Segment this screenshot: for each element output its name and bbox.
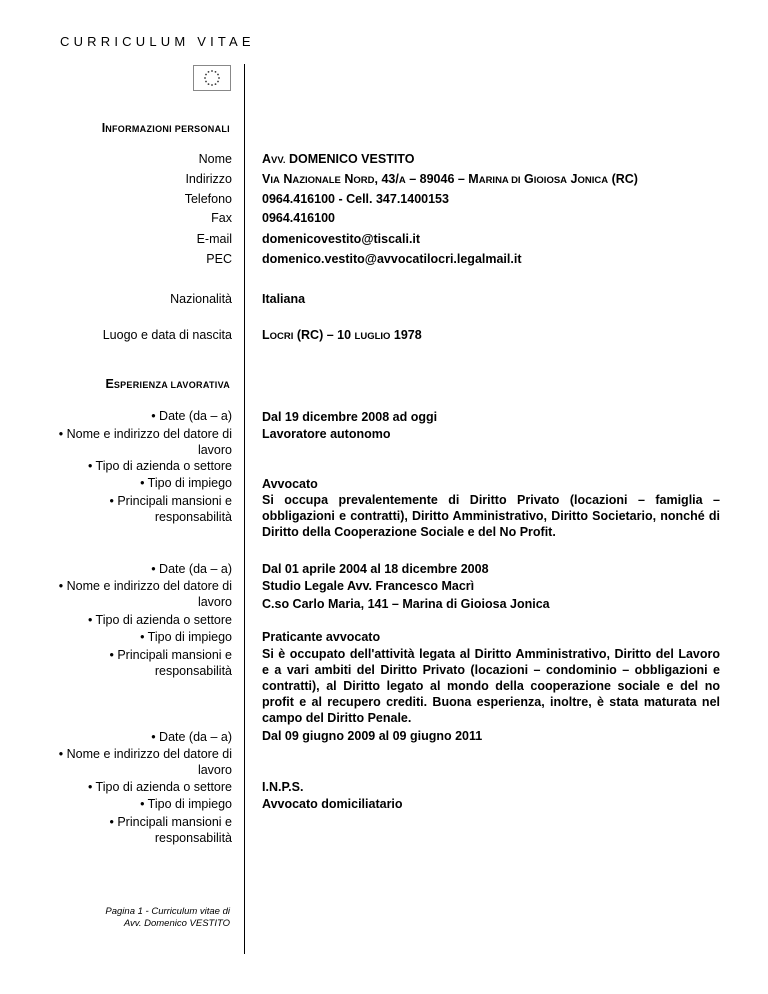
label-employer: • Nome e indirizzo del datore di [58,427,232,441]
label-employer-cont: lavoro [197,443,232,457]
exp3-sector: I.N.P.S. [262,780,304,794]
exp2-employer-address: C.so Carlo Maria, 141 – Marina di Gioiosa Jonica [262,597,550,611]
value-nazionalita: Italiana [262,292,306,306]
document-title: CURRICULUM VITAE [60,34,255,49]
exp2-duties: Si è occupato dell'attività legata al Diritto Amministrativo, Diritto del Lavoro e a vari ambiti del Diritto Privato (locazioni – condominio – obbligazioni e contratti), al Diritto legato al mondo della cooperazione sociale e del no profit e al recupero crediti. Buona esperienza, inoltre, è stata maturata nel campo del Diritto Penale. [262,647,720,725]
label-employer-cont: lavoro [197,595,232,609]
label-employer-cont: lavoro [197,763,232,777]
footer-line-1: Pagina 1 - Curriculum vitae di [105,906,230,917]
section-title-personal: INFORMAZIONI PERSONALI [101,121,230,135]
exp1-dates: Dal 19 dicembre 2008 ad oggi [262,410,438,424]
page-footer [0,906,230,930]
value-indirizzo: VIA NAZIONALE NORD, 43/A – 89046 – MARINA DI GIOIOSA JONICA (RC) [262,172,638,186]
label-sector: • Tipo di azienda o settore [87,780,232,794]
exp3-job: Avvocato domiciliatario [262,797,403,811]
label-job-type: • Tipo di impiego [140,797,232,811]
value-pec: domenico.vestito@avvocatilocri.legalmail.it [262,252,522,266]
label-duties: • Principali mansioni e [109,494,232,508]
eu-flag-logo [193,65,231,91]
label-job-type: • Tipo di impiego [140,630,232,644]
label-nascita: Luogo e data di nascita [102,328,232,342]
label-duties-cont: responsabilità [154,664,232,678]
footer-line-2: Avv. Domenico VESTITO [123,918,230,929]
value-telefono: 0964.416100 - Cell. 347.1400153 [262,192,449,206]
label-sector: • Tipo di azienda o settore [87,459,232,473]
label-duties: • Principali mansioni e [109,815,232,829]
label-nazionalita: Nazionalità [170,292,232,306]
label-duties-cont: responsabilità [154,831,232,845]
exp1-duties: Si occupa prevalentemente di Diritto Privato (locazioni – famiglia – obbligazioni e contratti), Diritto Amministrativo, Diritto Societario, nonché di Diritto della Cooperazione Sociale e del No Profit. [262,493,720,539]
exp2-job: Praticante avvocato [262,630,381,644]
value-nascita: LOCRI (RC) – 10 LUGLIO 1978 [262,328,422,342]
label-indirizzo: Indirizzo [185,172,232,186]
exp2-employer: Studio Legale Avv. Francesco Macrì [262,579,475,593]
label-telefono: Telefono [184,192,232,206]
exp1-job: Avvocato [262,477,318,491]
label-duties: • Principali mansioni e [109,648,232,662]
label-pec: PEC [206,252,232,266]
label-job-type: • Tipo di impiego [140,476,232,490]
value-fax: 0964.416100 [262,211,335,225]
value-nome: AVV. DOMENICO VESTITO [262,152,415,166]
label-employer: • Nome e indirizzo del datore di [58,747,232,761]
label-employer: • Nome e indirizzo del datore di [58,579,232,593]
label-date: • Date (da – a) [151,730,232,744]
value-email: domenicovestito@tiscali.it [262,232,421,246]
exp3-dates: Dal 09 giugno 2009 al 09 giugno 2011 [262,729,483,743]
label-sector: • Tipo di azienda o settore [87,613,232,627]
label-fax: Fax [211,211,232,225]
label-nome: Nome [198,152,232,166]
exp1-employer: Lavoratore autonomo [262,427,391,441]
label-date: • Date (da – a) [151,562,232,576]
exp2-dates: Dal 01 aprile 2004 al 18 dicembre 2008 [262,562,489,576]
section-title-work: ESPERIENZA LAVORATIVA [105,377,230,391]
column-divider [244,64,245,954]
label-date: • Date (da – a) [151,409,232,423]
label-email: E-mail [196,232,232,246]
eu-stars-icon [194,66,230,90]
label-duties-cont: responsabilità [154,510,232,524]
